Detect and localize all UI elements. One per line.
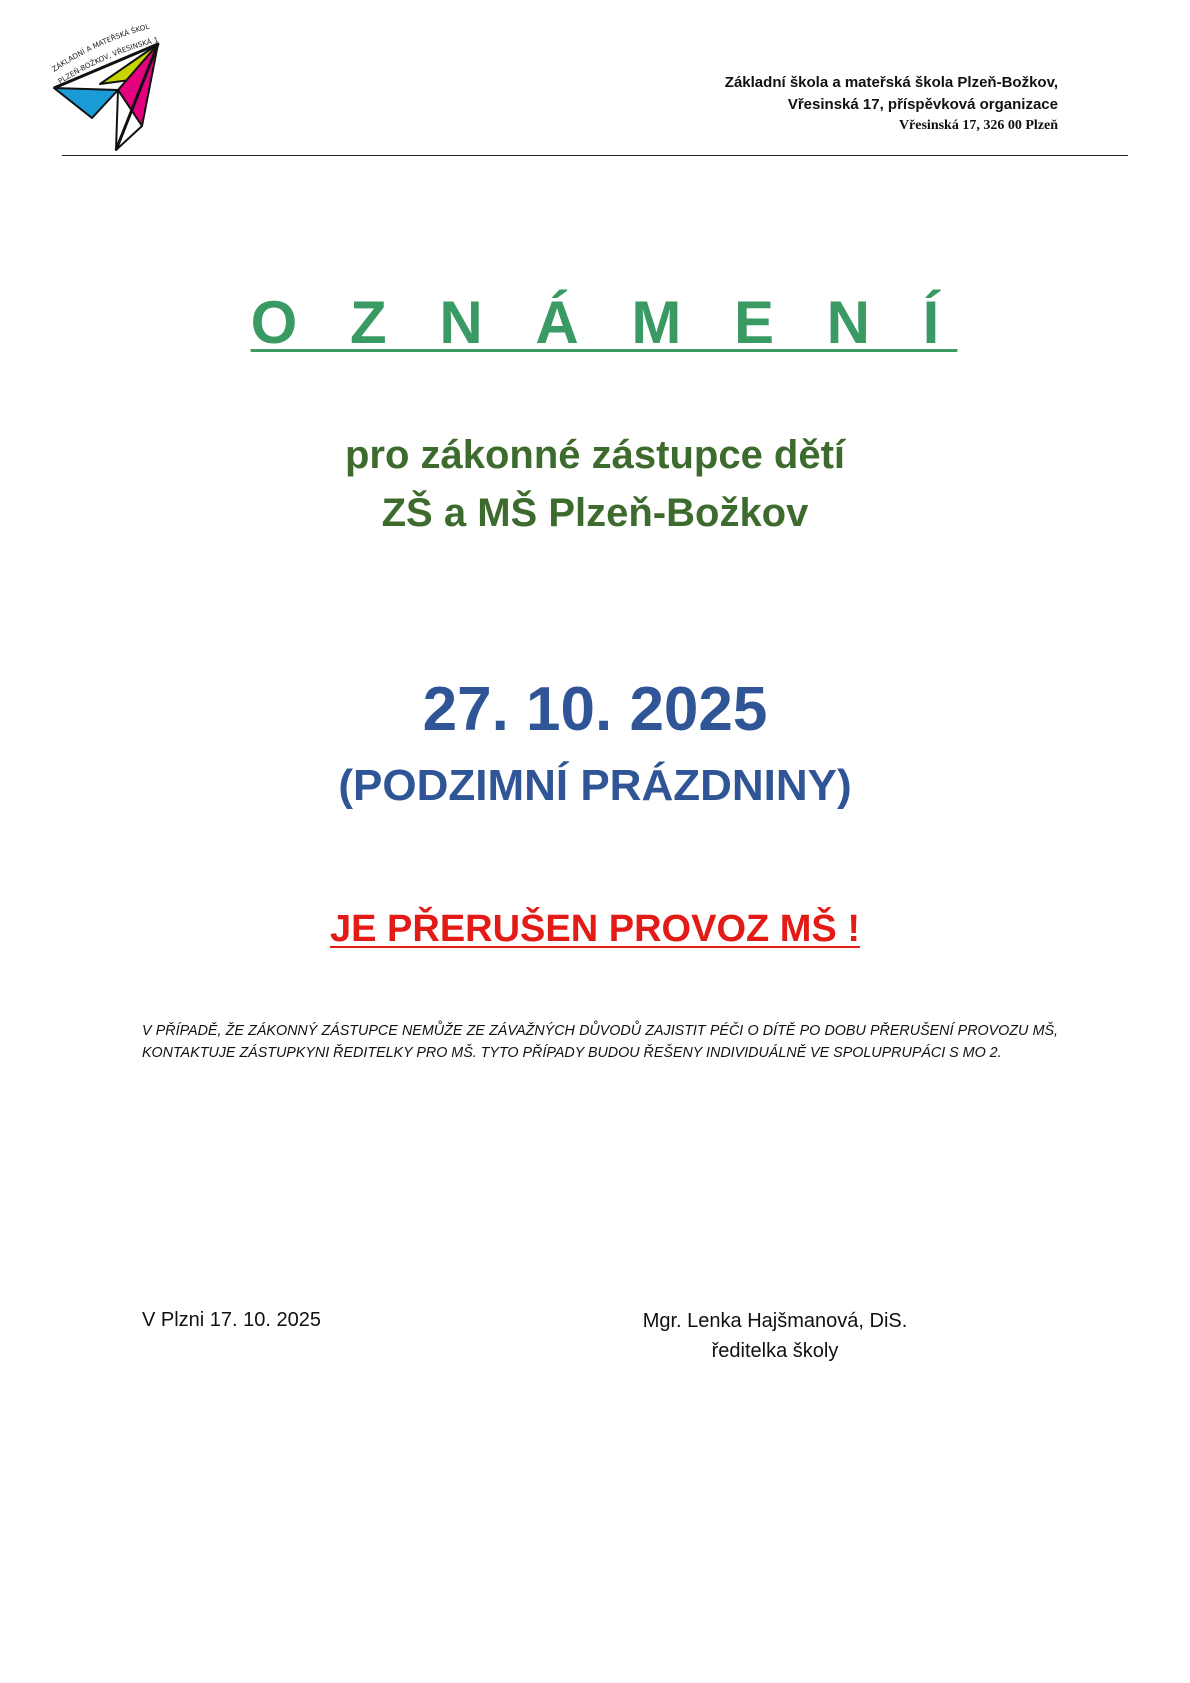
- notice-title-text: O Z N Á M E N Í: [250, 289, 958, 356]
- closure-warning-text: JE PŘERUŠEN PROVOZ MŠ !: [330, 908, 860, 950]
- closure-warning: [0, 908, 1190, 951]
- holiday-name: (PODZIMNÍ PRÁZDNINY): [338, 761, 852, 810]
- logo-text-line1: ZÁKLADNÍ A MATEŘSKÁ ŠKOL: [50, 21, 151, 74]
- place-and-date: V Plzni 17. 10. 2025: [142, 1309, 322, 1331]
- school-organization: Vřesinská 17, příspěvková organizace: [787, 96, 1058, 113]
- paper-plane-logo-icon: [48, 14, 166, 154]
- school-address: Vřesinská 17, 326 00 Plzeň: [898, 118, 1058, 133]
- school-logo: [48, 14, 166, 154]
- subtitle-line1: pro zákonné zástupce dětí: [344, 433, 846, 477]
- header-divider: [62, 155, 1128, 156]
- school-name: Základní škola a mateřská škola Plzeň-Božkov,: [724, 74, 1058, 91]
- subtitle-line2: ZŠ a MŠ Plzeň-Božkov: [381, 491, 809, 535]
- signatory-name: Mgr. Lenka Hajšmanová, DiS.: [642, 1310, 908, 1332]
- signature-block: [590, 1306, 960, 1366]
- school-header: [725, 72, 1058, 136]
- closure-date: 27. 10. 2025: [422, 675, 768, 744]
- guardian-note: V PŘÍPADĚ, ŽE ZÁKONNÝ ZÁSTUPCE NEMŮŽE ZE ZÁVAŽNÝCH DŮVODŮ ZAJISTIT PÉČI O DÍTĚ PO DOBU PŘERUŠENÍ PROVOZU MŠ, KONTAKTUJE ZÁSTUPKYNI ŘEDITELKY PRO MŠ. TYTO PŘÍPADY BUDOU ŘEŠENY INDIVIDUÁLNĚ VE SPOLUPRUPÁCI S MO 2.: [142, 1023, 1058, 1061]
- notice-title: [0, 288, 1190, 357]
- signatory-role: ředitelka školy: [711, 1340, 839, 1362]
- logo-text-line2: PLZEŇ-BOŽKOV, VŘESINSKÁ 1: [56, 35, 160, 86]
